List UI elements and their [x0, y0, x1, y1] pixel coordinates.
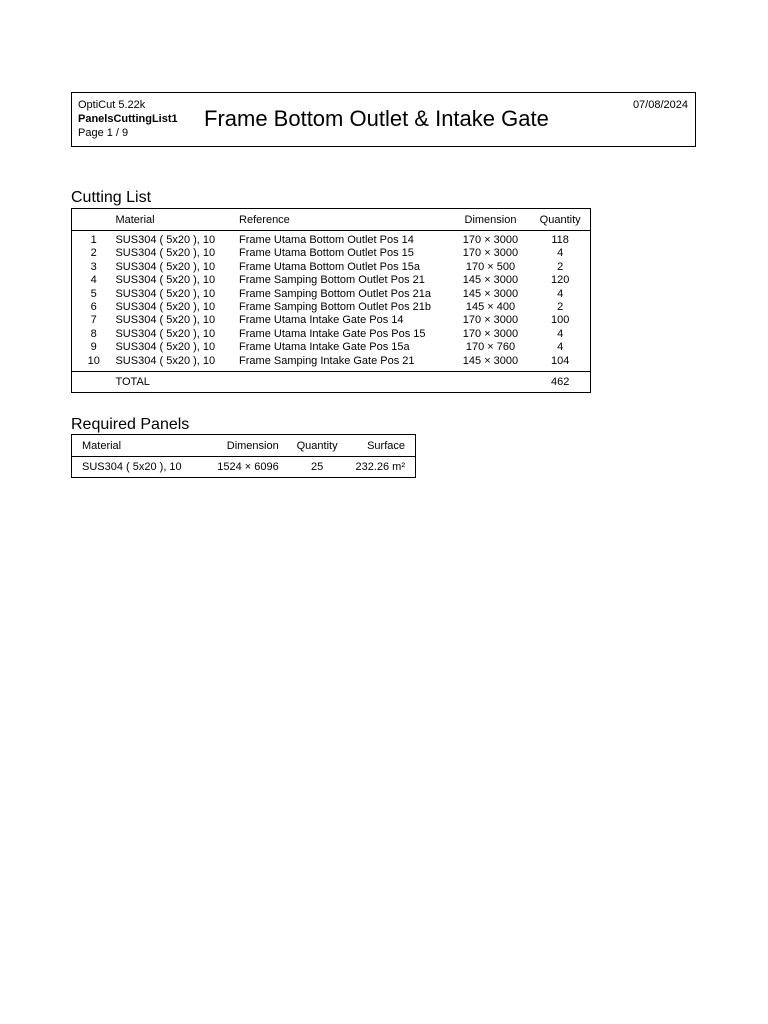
column-header-no [72, 209, 116, 231]
row-material: SUS304 ( 5x20 ), 10 [115, 314, 216, 327]
column-header-quantity: Quantity [530, 209, 590, 231]
row-reference: Frame Utama Intake Gate Pos 14 [239, 314, 404, 327]
row-material: SUS304 ( 5x20 ), 10 [115, 327, 216, 340]
row-reference: Frame Utama Intake Gate Pos Pos 15 [239, 327, 426, 340]
row-number: 10 [87, 354, 100, 367]
total-label: TOTAL [115, 372, 239, 393]
table-row [72, 328, 591, 341]
row-quantity: 120 [550, 274, 570, 287]
panels-column-material: Material [72, 435, 200, 457]
panels-column-dimension: Dimension [199, 435, 278, 457]
header-meta [78, 98, 178, 140]
table-row [72, 457, 416, 478]
table-row [72, 301, 591, 314]
row-dimension: 170 × 760 [465, 341, 516, 354]
table-row [72, 231, 591, 248]
row-quantity: 4 [557, 287, 564, 300]
row-number: 2 [90, 247, 97, 260]
row-dimension: 170 × 3000 [462, 247, 519, 260]
cutting-list-title: Cutting List [71, 189, 152, 206]
row-material: SUS304 ( 5x20 ), 10 [115, 301, 216, 314]
table-row [72, 355, 591, 372]
row-reference: Frame Utama Bottom Outlet Pos 15a [239, 260, 421, 273]
row-material: SUS304 ( 5x20 ), 10 [115, 274, 216, 287]
table-row [72, 274, 591, 287]
row-quantity: 104 [550, 354, 570, 367]
report-date: 07/08/2024 [632, 99, 688, 111]
row-reference: Frame Utama Bottom Outlet Pos 14 [239, 234, 414, 246]
row-reference: Frame Samping Intake Gate Pos 21 [239, 354, 415, 367]
row-quantity: 2 [557, 260, 564, 273]
row-quantity: 118 [551, 234, 569, 246]
row-reference: Frame Utama Intake Gate Pos 15a [239, 341, 410, 354]
row-dimension: 145 × 400 [465, 301, 516, 314]
row-quantity: 2 [557, 301, 564, 314]
column-header-reference: Reference [239, 209, 451, 231]
table-row [72, 288, 591, 301]
panel-quantity: 25 [310, 461, 324, 473]
table-row [72, 261, 591, 274]
row-number: 9 [90, 341, 97, 354]
row-number: 6 [90, 301, 97, 314]
table-row [72, 247, 591, 260]
table-row [72, 341, 591, 354]
row-number: 7 [90, 314, 97, 327]
required-panels-title: Required Panels [71, 416, 190, 433]
column-header-material: Material [115, 209, 239, 231]
row-dimension: 170 × 3000 [462, 327, 519, 340]
column-header-dimension: Dimension [451, 209, 531, 231]
panels-column-quantity: Quantity [279, 435, 356, 457]
table-row [72, 314, 591, 327]
panels-column-surface: Surface [355, 435, 415, 457]
row-number: 8 [90, 327, 97, 340]
row-material: SUS304 ( 5x20 ), 10 [115, 341, 216, 354]
row-reference: Frame Samping Bottom Outlet Pos 21a [239, 287, 432, 300]
required-panels-header-row [72, 435, 416, 457]
page-indicator: Page 1 / 9 [78, 127, 129, 139]
row-material: SUS304 ( 5x20 ), 10 [115, 287, 216, 300]
row-number: 5 [90, 287, 97, 300]
row-reference: Frame Utama Bottom Outlet Pos 15 [239, 247, 414, 260]
project-name: PanelsCuttingList1 [78, 113, 178, 125]
report-title: Frame Bottom Outlet & Intake Gate [204, 106, 549, 131]
report-header [71, 92, 696, 147]
row-quantity: 4 [557, 341, 564, 354]
row-material: SUS304 ( 5x20 ), 10 [115, 234, 216, 246]
row-quantity: 4 [557, 247, 564, 260]
row-dimension: 170 × 3000 [462, 234, 519, 246]
row-number: 3 [90, 260, 97, 273]
row-dimension: 145 × 3000 [462, 354, 519, 367]
panel-surface: 232.26 m² [355, 461, 405, 473]
cutting-list-total-row [72, 372, 591, 393]
total-quantity: 462 [530, 372, 590, 393]
panel-dimension: 1524 × 6096 [217, 461, 279, 473]
row-material: SUS304 ( 5x20 ), 10 [115, 247, 216, 260]
row-dimension: 145 × 3000 [462, 274, 519, 287]
row-quantity: 4 [557, 327, 564, 340]
app-version: OptiCut 5.22k [78, 99, 146, 111]
row-number: 4 [90, 274, 97, 287]
row-dimension: 145 × 3000 [462, 287, 519, 300]
row-material: SUS304 ( 5x20 ), 10 [115, 354, 216, 367]
row-quantity: 100 [550, 314, 570, 327]
row-dimension: 170 × 3000 [462, 314, 519, 327]
row-number: 1 [90, 234, 97, 246]
cutting-list-header-row [72, 209, 591, 231]
row-material: SUS304 ( 5x20 ), 10 [115, 260, 216, 273]
row-reference: Frame Samping Bottom Outlet Pos 21 [239, 274, 425, 287]
panel-material: SUS304 ( 5x20 ), 10 [82, 461, 182, 473]
required-panels-table [71, 434, 416, 478]
cutting-list-table [71, 208, 591, 393]
row-dimension: 170 × 500 [465, 260, 516, 273]
row-reference: Frame Samping Bottom Outlet Pos 21b [239, 301, 432, 314]
